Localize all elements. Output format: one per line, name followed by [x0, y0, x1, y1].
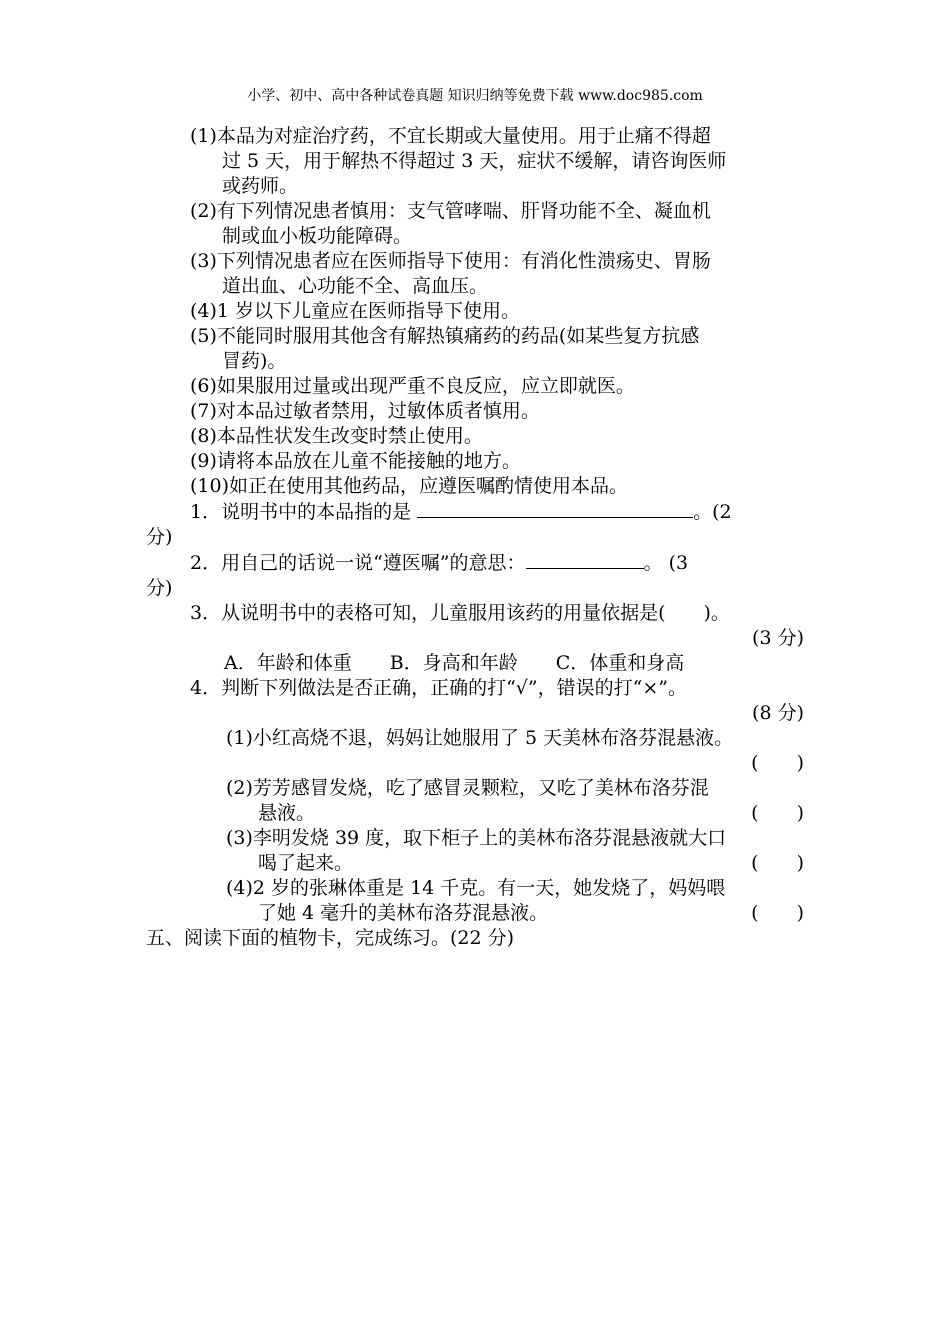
note-8: (8)本品性状发生改变时禁止使用。	[190, 425, 483, 447]
judge-item-1: (1)小红高烧不退，妈妈让她服用了 5 天美林布洛芬混悬液。 ( )	[146, 726, 816, 776]
question-1: 1．说明书中的本品指的是 。(2	[190, 501, 732, 523]
note-4: (4)1 岁以下儿童应在医师指导下使用。	[190, 300, 521, 322]
note-6: (6)如果服用过量或出现严重不良反应，应立即就医。	[190, 375, 635, 397]
judge-paren-1[interactable]: ( )	[751, 752, 804, 774]
note-7: (7)对本品过敏者禁用，过敏体质者慎用。	[190, 400, 540, 422]
question-4-score: (8 分)	[752, 702, 804, 724]
judge-paren-3[interactable]: ( )	[751, 852, 804, 874]
note-9: (9)请将本品放在儿童不能接触的地方。	[190, 450, 521, 472]
answer-blank-1[interactable]	[417, 499, 693, 518]
note-2: (2)有下列情况患者慎用：支气管哮喘、肝肾功能不全、凝血机 制或血小板功能障碍。	[190, 200, 711, 247]
question-2-score-cont: 分)	[146, 577, 173, 599]
question-3: 3．从说明书中的表格可知，儿童服用该药的用量依据是( )。	[190, 602, 730, 624]
document-body	[146, 124, 816, 951]
page-header: 小学、初中、高中各种试卷真题 知识归纳等免费下载 www.doc985.com	[247, 88, 703, 104]
judge-paren-2[interactable]: ( )	[751, 802, 804, 824]
question-3-score: (3 分)	[752, 627, 804, 649]
judge-item-4: (4)2 岁的张琳体重是 14 千克。有一天，她发烧了，妈妈喂 了她 4 毫升的美林布洛芬混悬液。 ( )	[226, 877, 804, 924]
judge-item-2: (2)芳芳感冒发烧，吃了感冒灵颗粒，又吃了美林布洛芬混 悬液。 ( )	[226, 777, 804, 824]
note-5: (5)不能同时服用其他含有解热镇痛药的药品(如某些复方抗感 冒药)。	[190, 325, 700, 372]
note-3: (3)下列情况患者应在医师指导下使用：有消化性溃疡史、胃肠 道出血、心功能不全、高血压。	[190, 250, 711, 297]
question-2: 2．用自己的话说一说“遵医嘱”的意思： 。 (3	[190, 552, 689, 574]
note-10: (10)如正在使用其他药品，应遵医嘱酌情使用本品。	[190, 475, 629, 497]
option-c[interactable]: C．体重和身高	[555, 652, 685, 674]
question-3-options	[146, 651, 816, 676]
question-1-score-cont: 分)	[146, 526, 173, 548]
question-4: 4．判断下列做法是否正确，正确的打“√”，错误的打“×”。	[190, 677, 687, 699]
judge-item-3: (3)李明发烧 39 度，取下柜子上的美林布洛芬混悬液就大口 喝了起来。 ( )	[226, 827, 804, 874]
answer-blank-2[interactable]	[526, 550, 644, 569]
section-5-heading: 五、阅读下面的植物卡，完成练习。(22 分)	[146, 927, 515, 949]
option-b[interactable]: B．身高和年龄	[389, 652, 518, 674]
judge-paren-4[interactable]: ( )	[751, 902, 804, 924]
option-a[interactable]: A．年龄和体重	[224, 652, 352, 674]
note-1: (1)本品为对症治疗药，不宜长期或大量使用。用于止痛不得超 过 5 天，用于解热不得超过 3 天，症状不缓解，请咨询医师 或药师。	[190, 125, 727, 197]
